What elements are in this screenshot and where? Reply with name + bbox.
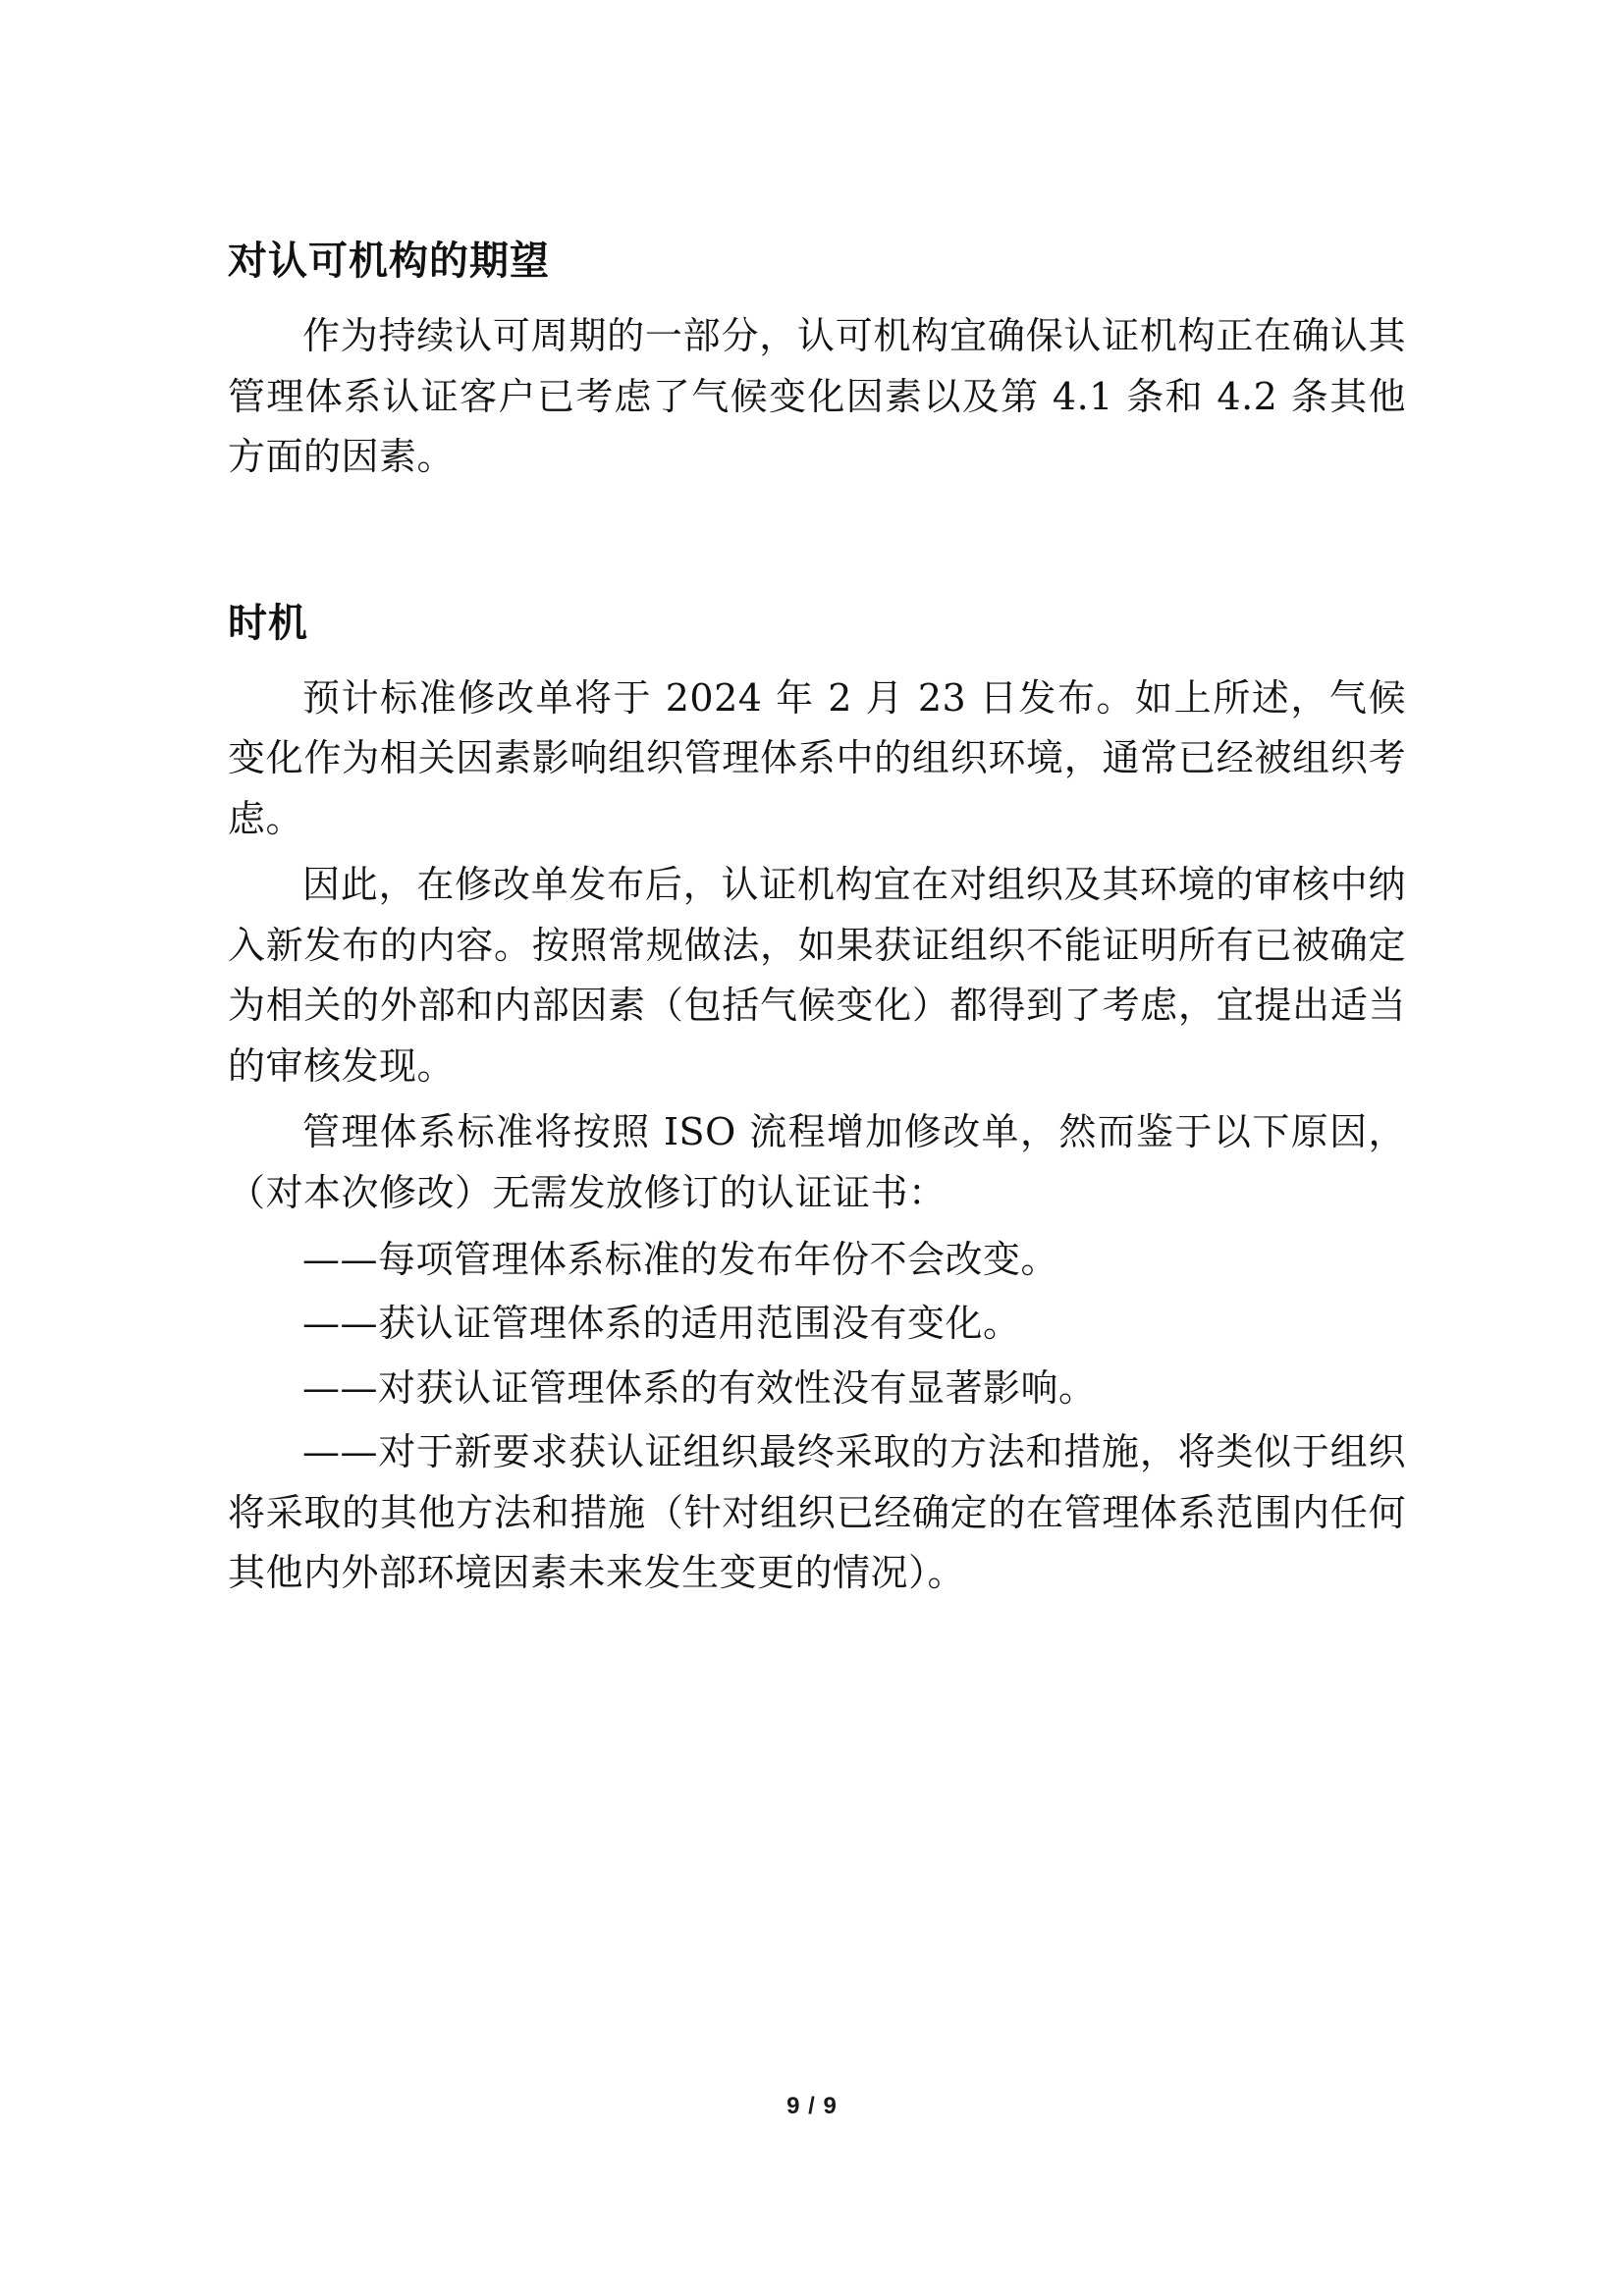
paragraph-expectations-1: 作为持续认可周期的一部分，认可机构宜确保认证机构正在确认其管理体系认证客户已考虑了气候变化因素以及第 4.1 条和 4.2 条其他方面的因素。 (228, 314, 1406, 479)
list-item-1: ——每项管理体系标准的发布年份不会改变。 (302, 1237, 1059, 1281)
paragraph-timing-2: 因此，在修改单发布后，认证机构宜在对组织及其环境的审核中纳入新发布的内容。按照常规做法，如果获证组织不能证明所有已被确定为相关的外部和内部因素（包括气候变化）都得到了考虑，宜提出适当的审核发现。 (228, 863, 1406, 1088)
page-number: 9 / 9 (786, 2093, 838, 2119)
list-item-3: ——对获认证管理体系的有效性没有显著影响。 (302, 1365, 1097, 1410)
document-body (228, 234, 1406, 1608)
section-spacer (228, 494, 1406, 533)
paragraph-timing-3: 管理体系标准将按照 ISO 流程增加修改单，然而鉴于以下原因，（对本次修改）无需发放修订的认证证书： (228, 1110, 1406, 1215)
section-heading-timing: 时机 (228, 599, 308, 646)
paragraph-timing-1: 预计标准修改单将于 2024 年 2 月 23 日发布。如上所述，气候变化作为相关因素影响组织管理体系中的组织环境，通常已经被组织考虑。 (228, 675, 1406, 840)
list-item-2: ——获认证管理体系的适用范围没有变化。 (302, 1302, 1021, 1346)
list-item-4: ——对于新要求获认证组织最终采取的方法和措施，将类似于组织将采取的其他方法和措施（针对组织已经确定的在管理体系范围内任何其他内外部环境因素未来发生变更的情况）。 (228, 1430, 1406, 1595)
section-heading-expectations: 对认可机构的期望 (228, 238, 550, 284)
